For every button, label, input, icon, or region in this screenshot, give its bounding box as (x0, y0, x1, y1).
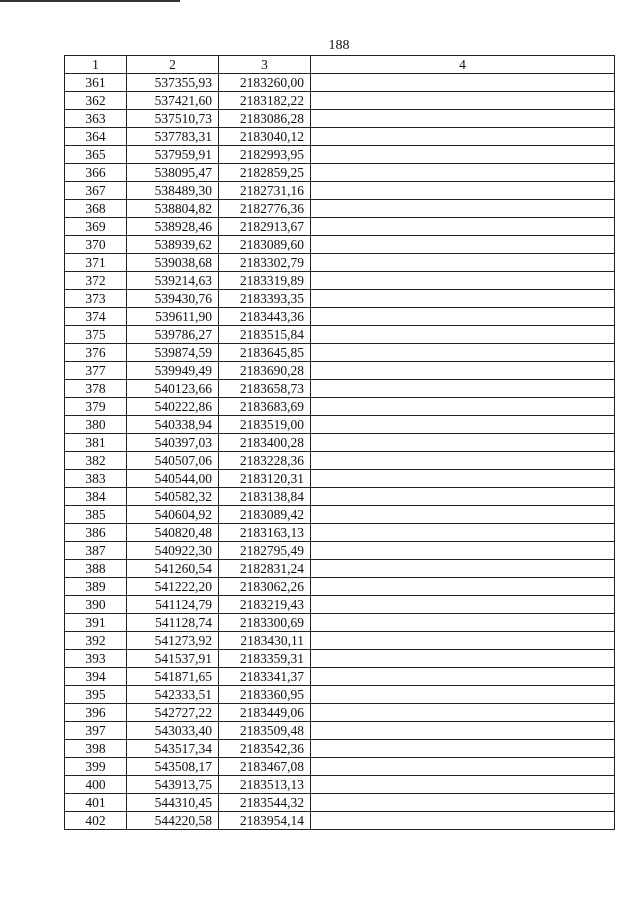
table-row (65, 182, 615, 200)
point-number-cell: 368 (65, 200, 127, 218)
point-number-cell: 387 (65, 542, 127, 560)
note-cell (311, 146, 615, 164)
x-coordinate-cell: 539949,49 (127, 362, 219, 380)
point-number-cell: 374 (65, 308, 127, 326)
y-coordinate-cell: 2183513,13 (219, 776, 311, 794)
y-coordinate-cell: 2183120,31 (219, 470, 311, 488)
note-cell (311, 218, 615, 236)
x-coordinate-cell: 540922,30 (127, 542, 219, 560)
note-cell (311, 344, 615, 362)
note-cell (311, 128, 615, 146)
x-coordinate-cell: 541128,74 (127, 614, 219, 632)
table-body (65, 74, 615, 830)
table-row (65, 236, 615, 254)
coordinates-table (64, 55, 615, 830)
y-coordinate-cell: 2183393,35 (219, 290, 311, 308)
point-number-cell: 388 (65, 560, 127, 578)
table-row (65, 272, 615, 290)
table-row (65, 704, 615, 722)
y-coordinate-cell: 2183542,36 (219, 740, 311, 758)
x-coordinate-cell: 538939,62 (127, 236, 219, 254)
table-row (65, 326, 615, 344)
x-coordinate-cell: 537421,60 (127, 92, 219, 110)
y-coordinate-cell: 2183040,12 (219, 128, 311, 146)
note-cell (311, 416, 615, 434)
x-coordinate-cell: 538095,47 (127, 164, 219, 182)
x-coordinate-cell: 540123,66 (127, 380, 219, 398)
y-coordinate-cell: 2183300,69 (219, 614, 311, 632)
x-coordinate-cell: 537783,31 (127, 128, 219, 146)
note-cell (311, 164, 615, 182)
y-coordinate-cell: 2183683,69 (219, 398, 311, 416)
note-cell (311, 308, 615, 326)
table-row (65, 470, 615, 488)
note-cell (311, 92, 615, 110)
y-coordinate-cell: 2183319,89 (219, 272, 311, 290)
column-header-1: 1 (65, 56, 127, 74)
y-coordinate-cell: 2182776,36 (219, 200, 311, 218)
y-coordinate-cell: 2183443,36 (219, 308, 311, 326)
table-row (65, 524, 615, 542)
note-cell (311, 794, 615, 812)
y-coordinate-cell: 2183400,28 (219, 434, 311, 452)
y-coordinate-cell: 2182859,25 (219, 164, 311, 182)
point-number-cell: 390 (65, 596, 127, 614)
x-coordinate-cell: 540507,06 (127, 452, 219, 470)
y-coordinate-cell: 2183645,85 (219, 344, 311, 362)
point-number-cell: 378 (65, 380, 127, 398)
note-cell (311, 740, 615, 758)
note-cell (311, 74, 615, 92)
point-number-cell: 372 (65, 272, 127, 290)
point-number-cell: 391 (65, 614, 127, 632)
y-coordinate-cell: 2183519,00 (219, 416, 311, 434)
x-coordinate-cell: 540338,94 (127, 416, 219, 434)
point-number-cell: 382 (65, 452, 127, 470)
note-cell (311, 452, 615, 470)
x-coordinate-cell: 542333,51 (127, 686, 219, 704)
y-coordinate-cell: 2183658,73 (219, 380, 311, 398)
note-cell (311, 614, 615, 632)
table-row (65, 776, 615, 794)
point-number-cell: 370 (65, 236, 127, 254)
x-coordinate-cell: 541260,54 (127, 560, 219, 578)
point-number-cell: 375 (65, 326, 127, 344)
y-coordinate-cell: 2183089,42 (219, 506, 311, 524)
note-cell (311, 254, 615, 272)
point-number-cell: 401 (65, 794, 127, 812)
point-number-cell: 398 (65, 740, 127, 758)
note-cell (311, 578, 615, 596)
x-coordinate-cell: 537355,93 (127, 74, 219, 92)
x-coordinate-cell: 544310,45 (127, 794, 219, 812)
note-cell (311, 488, 615, 506)
table-row (65, 506, 615, 524)
note-cell (311, 812, 615, 830)
x-coordinate-cell: 543033,40 (127, 722, 219, 740)
note-cell (311, 506, 615, 524)
x-coordinate-cell: 540604,92 (127, 506, 219, 524)
y-coordinate-cell: 2183062,26 (219, 578, 311, 596)
note-cell (311, 362, 615, 380)
note-cell (311, 776, 615, 794)
y-coordinate-cell: 2183302,79 (219, 254, 311, 272)
table-row (65, 560, 615, 578)
point-number-cell: 362 (65, 92, 127, 110)
table-row (65, 596, 615, 614)
x-coordinate-cell: 544220,58 (127, 812, 219, 830)
table-row (65, 650, 615, 668)
note-cell (311, 758, 615, 776)
y-coordinate-cell: 2183341,37 (219, 668, 311, 686)
y-coordinate-cell: 2183954,14 (219, 812, 311, 830)
x-coordinate-cell: 539786,27 (127, 326, 219, 344)
point-number-cell: 397 (65, 722, 127, 740)
point-number-cell: 384 (65, 488, 127, 506)
table-row (65, 452, 615, 470)
table-row (65, 542, 615, 560)
point-number-cell: 383 (65, 470, 127, 488)
x-coordinate-cell: 538928,46 (127, 218, 219, 236)
note-cell (311, 524, 615, 542)
column-header-2: 2 (127, 56, 219, 74)
x-coordinate-cell: 540397,03 (127, 434, 219, 452)
y-coordinate-cell: 2183182,22 (219, 92, 311, 110)
note-cell (311, 632, 615, 650)
table-row (65, 110, 615, 128)
note-cell (311, 272, 615, 290)
note-cell (311, 542, 615, 560)
table-row (65, 740, 615, 758)
x-coordinate-cell: 538489,30 (127, 182, 219, 200)
point-number-cell: 386 (65, 524, 127, 542)
y-coordinate-cell: 2182993,95 (219, 146, 311, 164)
note-cell (311, 110, 615, 128)
y-coordinate-cell: 2183359,31 (219, 650, 311, 668)
point-number-cell: 366 (65, 164, 127, 182)
point-number-cell: 395 (65, 686, 127, 704)
point-number-cell: 373 (65, 290, 127, 308)
y-coordinate-cell: 2183467,08 (219, 758, 311, 776)
note-cell (311, 200, 615, 218)
y-coordinate-cell: 2183260,00 (219, 74, 311, 92)
x-coordinate-cell: 541871,65 (127, 668, 219, 686)
header-row (65, 56, 615, 74)
note-cell (311, 650, 615, 668)
table-row (65, 344, 615, 362)
note-cell (311, 668, 615, 686)
y-coordinate-cell: 2183219,43 (219, 596, 311, 614)
y-coordinate-cell: 2183515,84 (219, 326, 311, 344)
x-coordinate-cell: 539611,90 (127, 308, 219, 326)
x-coordinate-cell: 543508,17 (127, 758, 219, 776)
note-cell (311, 470, 615, 488)
x-coordinate-cell: 542727,22 (127, 704, 219, 722)
table-row (65, 164, 615, 182)
note-cell (311, 380, 615, 398)
y-coordinate-cell: 2183228,36 (219, 452, 311, 470)
point-number-cell: 377 (65, 362, 127, 380)
x-coordinate-cell: 540222,86 (127, 398, 219, 416)
table-row (65, 254, 615, 272)
y-coordinate-cell: 2183449,06 (219, 704, 311, 722)
x-coordinate-cell: 543517,34 (127, 740, 219, 758)
y-coordinate-cell: 2183509,48 (219, 722, 311, 740)
x-coordinate-cell: 541222,20 (127, 578, 219, 596)
note-cell (311, 722, 615, 740)
point-number-cell: 394 (65, 668, 127, 686)
y-coordinate-cell: 2182913,67 (219, 218, 311, 236)
table-row (65, 434, 615, 452)
x-coordinate-cell: 541124,79 (127, 596, 219, 614)
y-coordinate-cell: 2183163,13 (219, 524, 311, 542)
table-row (65, 614, 615, 632)
y-coordinate-cell: 2183086,28 (219, 110, 311, 128)
y-coordinate-cell: 2182831,24 (219, 560, 311, 578)
page-number: 188 (328, 38, 350, 53)
table-row (65, 722, 615, 740)
column-header-3: 3 (219, 56, 311, 74)
point-number-cell: 385 (65, 506, 127, 524)
table-row (65, 398, 615, 416)
x-coordinate-cell: 538804,82 (127, 200, 219, 218)
table-row (65, 668, 615, 686)
point-number-cell: 380 (65, 416, 127, 434)
note-cell (311, 704, 615, 722)
point-number-cell: 361 (65, 74, 127, 92)
point-number-cell: 396 (65, 704, 127, 722)
y-coordinate-cell: 2182731,16 (219, 182, 311, 200)
point-number-cell: 365 (65, 146, 127, 164)
table-header (65, 56, 615, 74)
table-row (65, 146, 615, 164)
table-row (65, 578, 615, 596)
table-row (65, 308, 615, 326)
point-number-cell: 376 (65, 344, 127, 362)
point-number-cell: 367 (65, 182, 127, 200)
note-cell (311, 434, 615, 452)
y-coordinate-cell: 2183690,28 (219, 362, 311, 380)
table-row (65, 128, 615, 146)
table-row (65, 74, 615, 92)
y-coordinate-cell: 2183089,60 (219, 236, 311, 254)
point-number-cell: 371 (65, 254, 127, 272)
x-coordinate-cell: 540820,48 (127, 524, 219, 542)
x-coordinate-cell: 537959,91 (127, 146, 219, 164)
y-coordinate-cell: 2183360,95 (219, 686, 311, 704)
note-cell (311, 686, 615, 704)
x-coordinate-cell: 539214,63 (127, 272, 219, 290)
table-row (65, 488, 615, 506)
table-row (65, 92, 615, 110)
point-number-cell: 392 (65, 632, 127, 650)
table-row (65, 362, 615, 380)
table-row (65, 200, 615, 218)
table-row (65, 380, 615, 398)
point-number-cell: 389 (65, 578, 127, 596)
point-number-cell: 363 (65, 110, 127, 128)
note-cell (311, 182, 615, 200)
table-row (65, 686, 615, 704)
y-coordinate-cell: 2183430,11 (219, 632, 311, 650)
column-header-4: 4 (311, 56, 615, 74)
note-cell (311, 560, 615, 578)
x-coordinate-cell: 541537,91 (127, 650, 219, 668)
x-coordinate-cell: 540544,00 (127, 470, 219, 488)
note-cell (311, 398, 615, 416)
point-number-cell: 393 (65, 650, 127, 668)
x-coordinate-cell: 539874,59 (127, 344, 219, 362)
point-number-cell: 369 (65, 218, 127, 236)
point-number-cell: 402 (65, 812, 127, 830)
note-cell (311, 326, 615, 344)
table-row (65, 794, 615, 812)
note-cell (311, 236, 615, 254)
note-cell (311, 596, 615, 614)
table-row (65, 416, 615, 434)
top-rule (0, 0, 180, 2)
x-coordinate-cell: 539430,76 (127, 290, 219, 308)
table-row (65, 632, 615, 650)
table-row (65, 758, 615, 776)
table-row (65, 812, 615, 830)
note-cell (311, 290, 615, 308)
x-coordinate-cell: 537510,73 (127, 110, 219, 128)
x-coordinate-cell: 540582,32 (127, 488, 219, 506)
x-coordinate-cell: 541273,92 (127, 632, 219, 650)
point-number-cell: 364 (65, 128, 127, 146)
table-row (65, 290, 615, 308)
point-number-cell: 381 (65, 434, 127, 452)
table-row (65, 218, 615, 236)
y-coordinate-cell: 2183138,84 (219, 488, 311, 506)
point-number-cell: 400 (65, 776, 127, 794)
y-coordinate-cell: 2182795,49 (219, 542, 311, 560)
x-coordinate-cell: 539038,68 (127, 254, 219, 272)
x-coordinate-cell: 543913,75 (127, 776, 219, 794)
point-number-cell: 399 (65, 758, 127, 776)
point-number-cell: 379 (65, 398, 127, 416)
y-coordinate-cell: 2183544,32 (219, 794, 311, 812)
